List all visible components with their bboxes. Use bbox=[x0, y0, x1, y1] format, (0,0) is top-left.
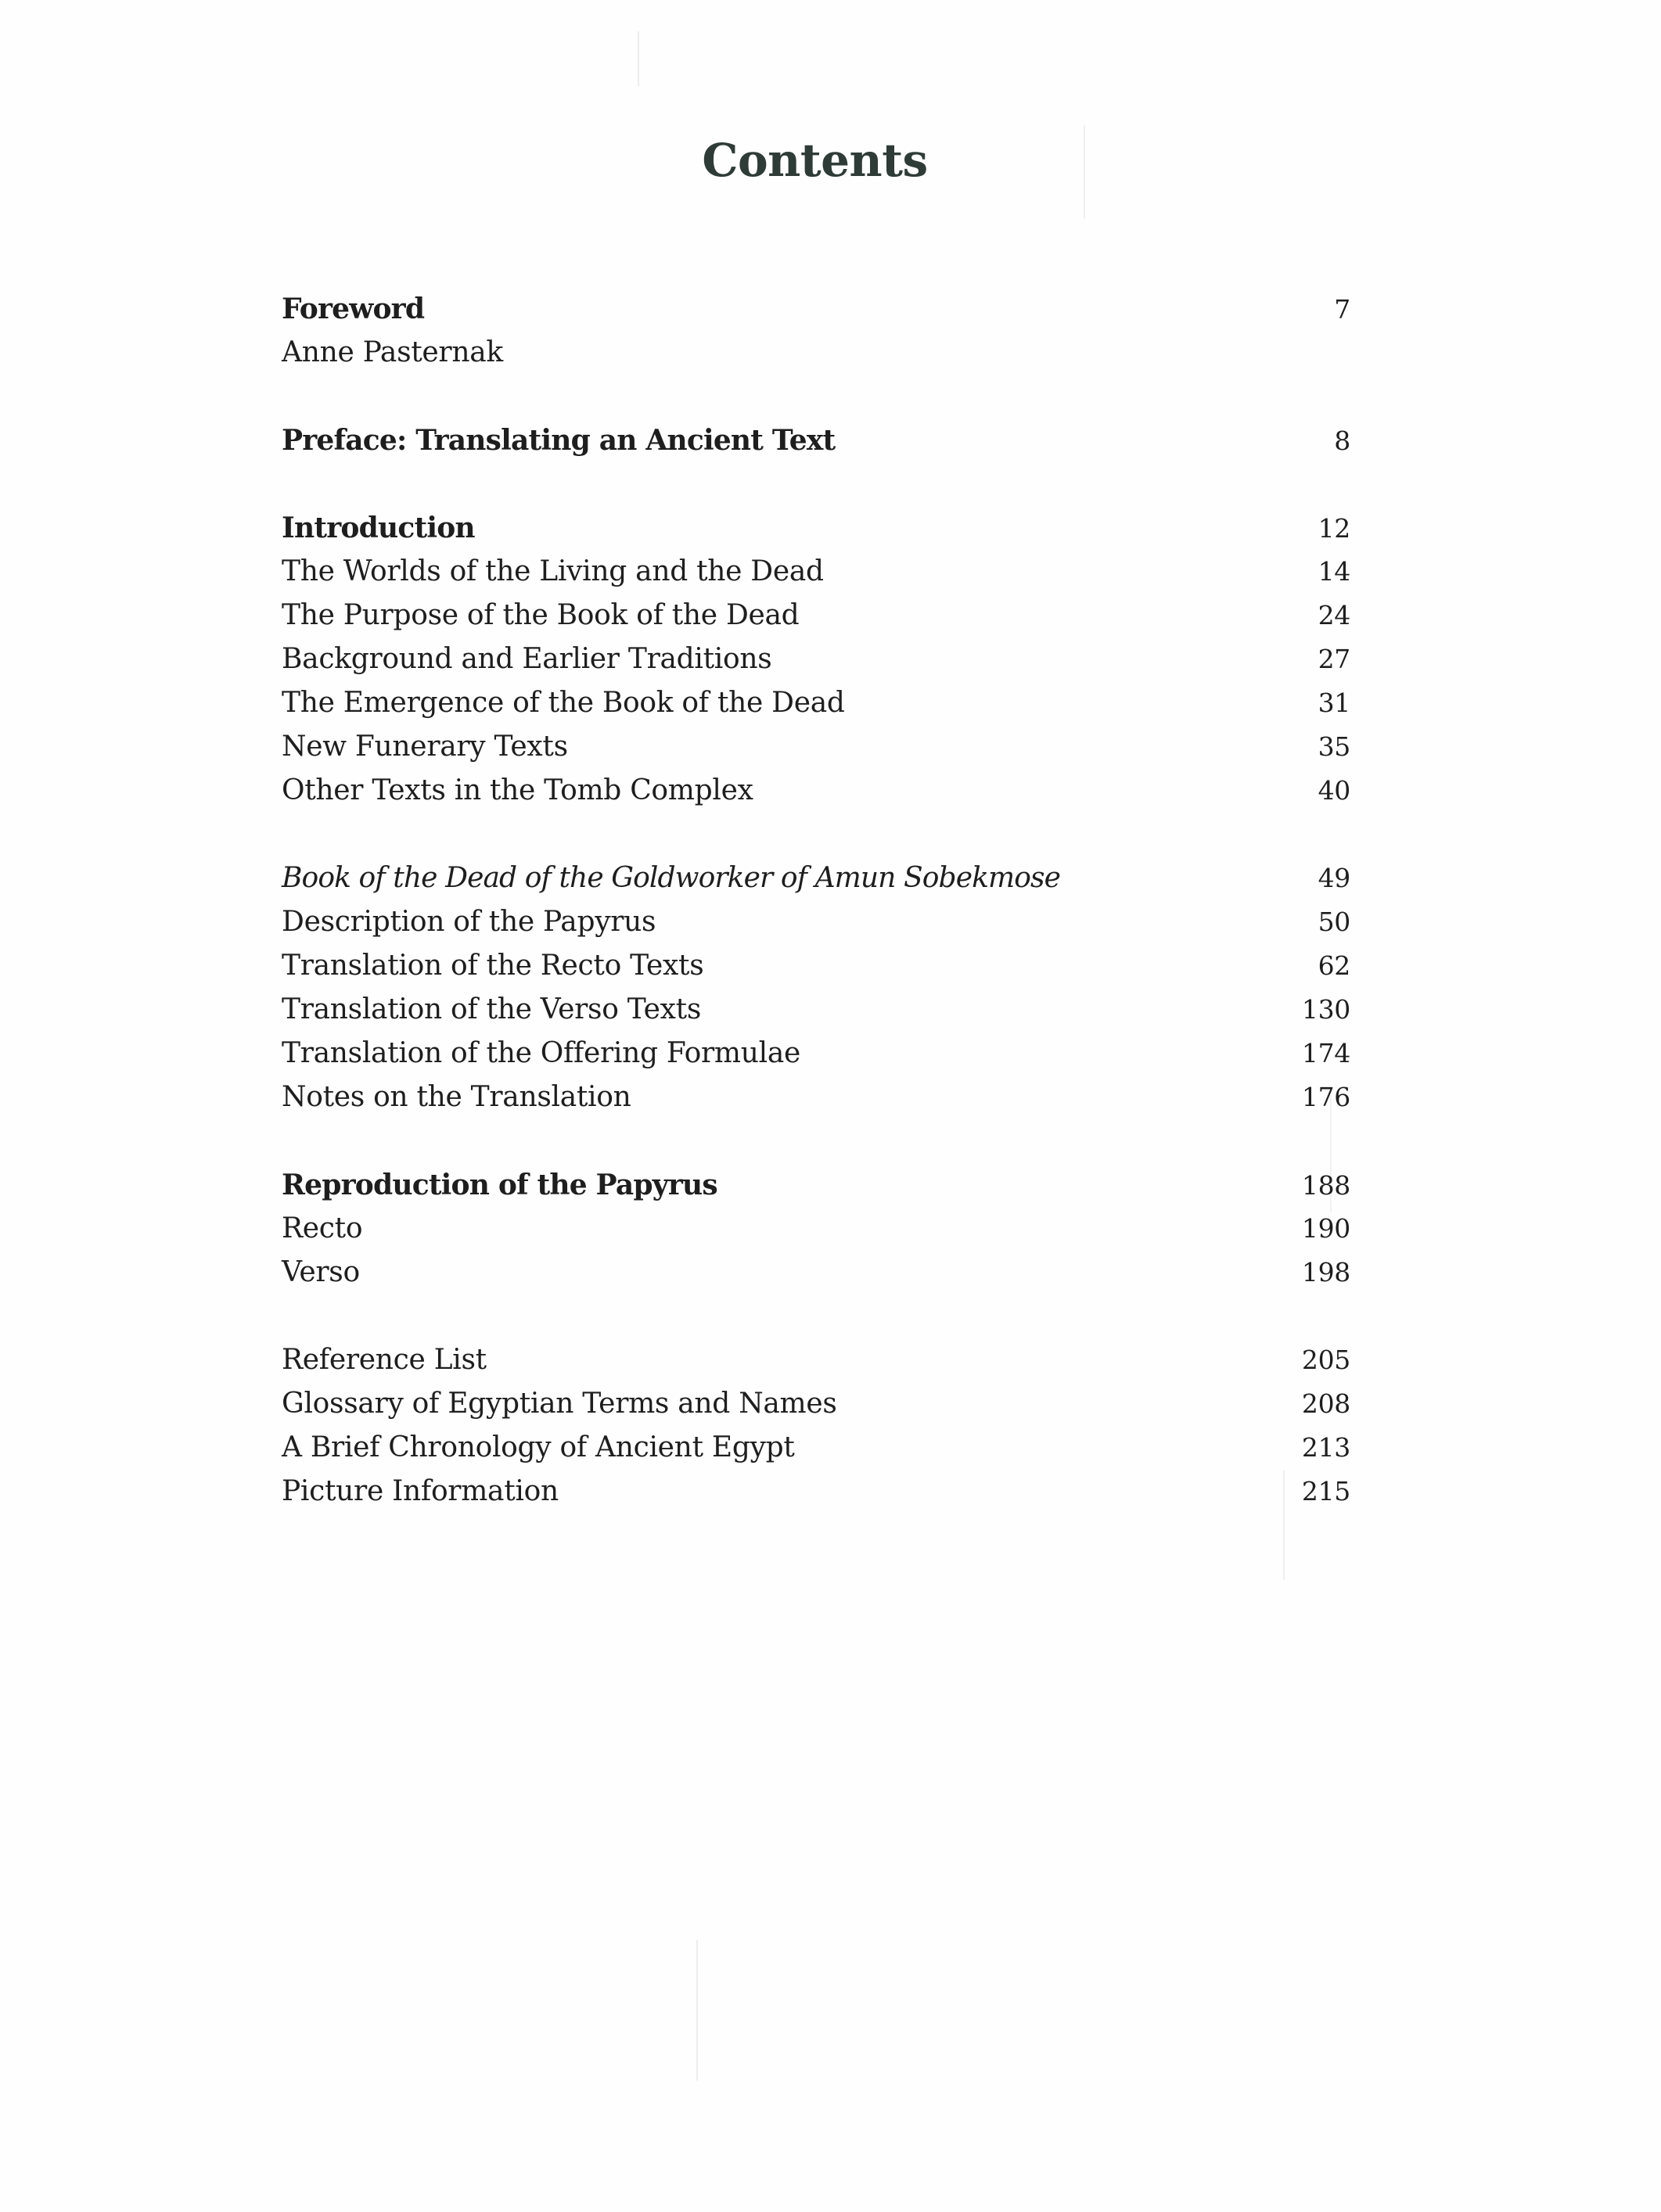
toc-entry-page-number: 40 bbox=[1318, 775, 1350, 806]
toc-entry bbox=[282, 1207, 1350, 1251]
scan-artifact bbox=[638, 31, 639, 86]
toc-entry-title: Reproduction of the Papyrus bbox=[282, 1169, 717, 1201]
toc-entry bbox=[282, 550, 1350, 594]
toc-section bbox=[282, 287, 1350, 375]
toc-entry-title: New Funerary Texts bbox=[282, 731, 568, 763]
toc-entry bbox=[282, 1251, 1350, 1295]
toc-entry bbox=[282, 594, 1350, 637]
toc-entry-title: Background and Earlier Traditions bbox=[282, 643, 772, 675]
toc-entry-page-number: 198 bbox=[1301, 1257, 1350, 1287]
toc-entry-title: Translation of the Offering Formulae bbox=[282, 1037, 801, 1069]
toc-entry-page-number: 35 bbox=[1318, 731, 1350, 762]
toc-entry-title: Anne Pasternak bbox=[282, 336, 503, 368]
toc-entry-page-number: 27 bbox=[1318, 644, 1350, 674]
toc-entry bbox=[282, 1075, 1350, 1119]
toc-entry bbox=[282, 1032, 1350, 1075]
toc-section bbox=[282, 1163, 1350, 1295]
toc-entry-page-number: 176 bbox=[1301, 1082, 1350, 1112]
toc-entry bbox=[282, 1163, 1350, 1207]
toc-entry-page-number: 62 bbox=[1318, 950, 1350, 981]
toc-entry bbox=[282, 944, 1350, 988]
toc-entry-page-number: 24 bbox=[1318, 600, 1350, 630]
toc-section bbox=[282, 418, 1350, 462]
toc-entry-page-number: 8 bbox=[1334, 426, 1350, 456]
toc-entry-page-number: 190 bbox=[1301, 1213, 1350, 1244]
toc-entry bbox=[282, 1470, 1350, 1514]
toc-entry bbox=[282, 637, 1350, 681]
toc-entry-page-number: 188 bbox=[1301, 1170, 1350, 1201]
toc-entry-title: Reference List bbox=[282, 1344, 487, 1376]
toc-entry bbox=[282, 769, 1350, 813]
toc-entry bbox=[282, 900, 1350, 944]
toc-entry-title: The Emergence of the Book of the Dead bbox=[282, 687, 845, 719]
toc-section bbox=[282, 856, 1350, 1119]
toc-entry-title: The Worlds of the Living and the Dead bbox=[282, 555, 824, 587]
toc-entry-page-number: 12 bbox=[1318, 513, 1350, 544]
toc-entry bbox=[282, 988, 1350, 1032]
toc-entry-page-number: 49 bbox=[1318, 863, 1350, 893]
toc-entry bbox=[282, 331, 1350, 375]
table-of-contents bbox=[282, 287, 1350, 1557]
toc-entry-page-number: 215 bbox=[1301, 1476, 1350, 1506]
toc-section bbox=[282, 506, 1350, 813]
toc-entry-page-number: 50 bbox=[1318, 907, 1350, 937]
toc-entry-page-number: 213 bbox=[1301, 1432, 1350, 1463]
toc-entry bbox=[282, 681, 1350, 725]
toc-entry-page-number: 31 bbox=[1318, 688, 1350, 718]
scan-artifact bbox=[696, 1940, 698, 2081]
toc-entry-title: Translation of the Verso Texts bbox=[282, 993, 702, 1025]
toc-entry-page-number: 14 bbox=[1318, 556, 1350, 587]
toc-entry-title: Picture Information bbox=[282, 1475, 559, 1507]
toc-entry-title: Introduction bbox=[282, 512, 475, 544]
toc-entry-page-number: 7 bbox=[1334, 294, 1350, 325]
toc-entry-title: Other Texts in the Tomb Complex bbox=[282, 774, 753, 806]
toc-entry-page-number: 205 bbox=[1301, 1345, 1350, 1375]
page-title: Contents bbox=[702, 134, 928, 187]
toc-entry-title: Verso bbox=[282, 1256, 360, 1288]
toc-entry-title: Description of the Papyrus bbox=[282, 906, 656, 938]
toc-entry bbox=[282, 287, 1350, 331]
toc-entry bbox=[282, 725, 1350, 769]
toc-entry-title: Foreword bbox=[282, 293, 425, 325]
toc-entry-page-number: 208 bbox=[1301, 1388, 1350, 1419]
toc-entry bbox=[282, 1382, 1350, 1426]
toc-entry-title: A Brief Chronology of Ancient Egypt bbox=[282, 1431, 795, 1463]
toc-entry bbox=[282, 1426, 1350, 1470]
toc-section bbox=[282, 1338, 1350, 1514]
toc-entry-title: Preface: Translating an Ancient Text bbox=[282, 424, 836, 457]
toc-entry bbox=[282, 856, 1350, 900]
toc-entry-title: Recto bbox=[282, 1212, 363, 1244]
toc-entry-title: The Purpose of the Book of the Dead bbox=[282, 599, 800, 631]
toc-entry-title: Notes on the Translation bbox=[282, 1081, 631, 1113]
toc-entry bbox=[282, 506, 1350, 550]
toc-entry-title: Book of the Dead of the Goldworker of Amun Sobekmose bbox=[282, 862, 1061, 894]
toc-entry-page-number: 174 bbox=[1301, 1038, 1350, 1068]
toc-entry-page-number: 130 bbox=[1301, 994, 1350, 1025]
toc-entry bbox=[282, 418, 1350, 462]
toc-entry-title: Translation of the Recto Texts bbox=[282, 950, 704, 982]
toc-entry bbox=[282, 1338, 1350, 1382]
toc-entry-title: Glossary of Egyptian Terms and Names bbox=[282, 1388, 837, 1420]
